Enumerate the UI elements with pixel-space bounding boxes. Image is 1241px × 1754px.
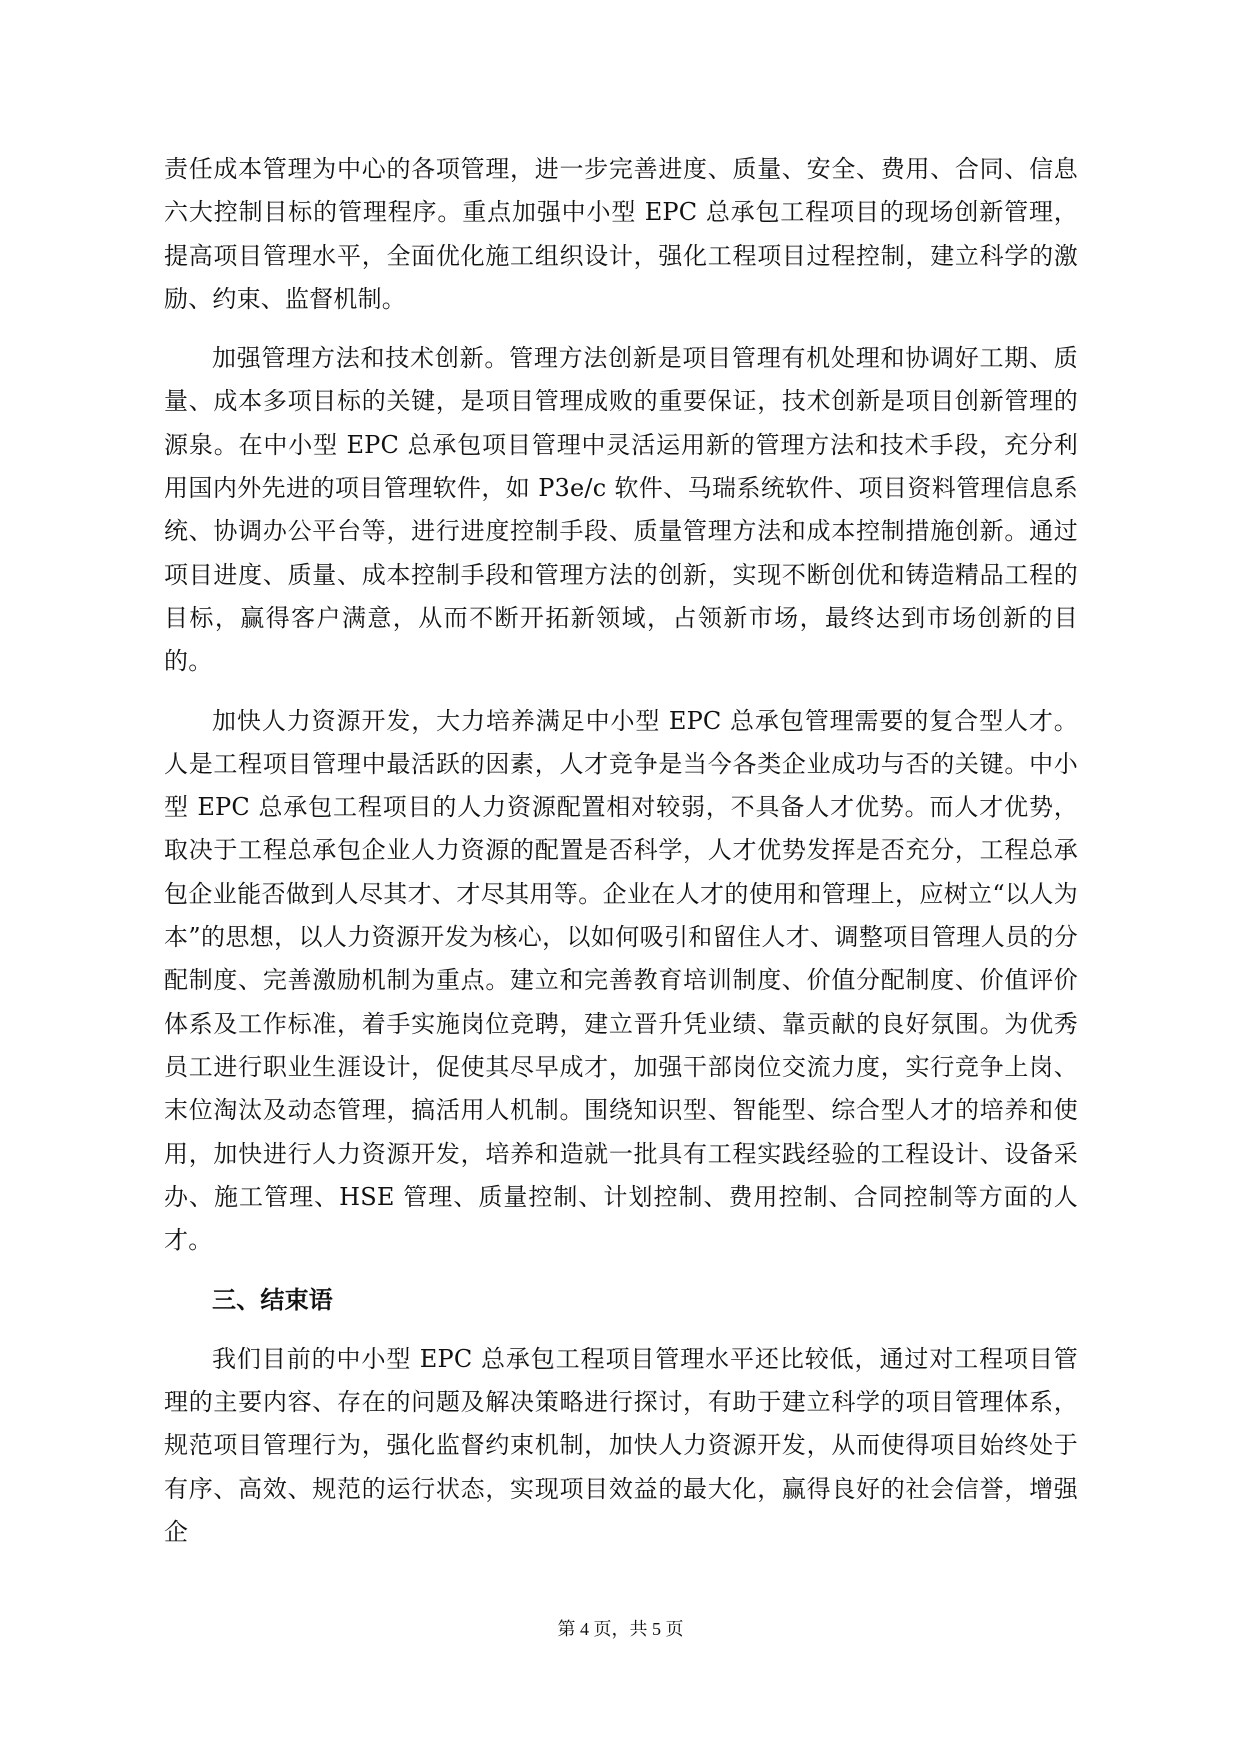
paragraph-human-resources: 加快人力资源开发，大力培养满足中小型 EPC 总承包管理需要的复合型人才。人是工程项目管理中最活跃的因素，人才竞争是当今各类企业成功与否的关键。中小型 EPC 总承包工程项目的人力资源配置相对较弱，不具备人才优势。而人才优势，取决于工程总承包企业人力资源的配置是否科学，人才优势发挥是否充分，工程总承包企业能否做到人尽其才、才尽其用等。企业在人才的使用和管理上，应树立“以人为本”的思想，以人力资源开发为核心，以如何吸引和留住人才、调整项目管理人员的分配制度、完善激励机制为重点。建立和完善教育培训制度、价值分配制度、价值评价体系及工作标准，着手实施岗位竞聘，建立晋升凭业绩、靠贡献的良好氛围。为优秀员工进行职业生涯设计，促使其尽早成才，加强干部岗位交流力度，实行竞争上岗、末位淘汰及动态管理，搞活用人机制。围绕知识型、智能型、综合型人才的培养和使用，加快进行人力资源开发，培养和造就一批具有工程实践经验的工程设计、设备采办、施工管理、HSE 管理、质量控制、计划控制、费用控制、合同控制等方面的人才。 xyxy=(164,706,1078,1255)
document-body xyxy=(164,148,1078,1554)
page-number-footer: 第 4 页，共 5 页 xyxy=(557,1619,684,1639)
section-heading-conclusion: 三、结束语 xyxy=(212,1285,333,1315)
paragraph-management-innovation: 加强管理方法和技术创新。管理方法创新是项目管理有机处理和协调好工期、质量、成本多项目标的关键，是项目管理成败的重要保证，技术创新是项目创新管理的源泉。在中小型 EPC 总承包项目管理中灵活运用新的管理方法和技术手段，充分利用国内外先进的项目管理软件，如 P3e/c 软件、马瑞系统软件、项目资料管理信息系统、协调办公平台等，进行进度控制手段、质量管理方法和成本控制措施创新。通过项目进度、质量、成本控制手段和管理方法的创新，实现不断创优和铸造精品工程的目标，赢得客户满意，从而不断开拓新领域，占领新市场，最终达到市场创新的目的。 xyxy=(164,344,1078,676)
paragraph-conclusion: 我们目前的中小型 EPC 总承包工程项目管理水平还比较低，通过对工程项目管理的主要内容、存在的问题及解决策略进行探讨，有助于建立科学的项目管理体系，规范项目管理行为，强化监督约束机制，加快人力资源开发，从而使得项目始终处于有序、高效、规范的运行状态，实现项目效益的最大化，赢得良好的社会信誉，增强企 xyxy=(164,1344,1078,1546)
paragraph-continuation: 责任成本管理为中心的各项管理，进一步完善进度、质量、安全、费用、合同、信息六大控制目标的管理程序。重点加强中小型 EPC 总承包工程项目的现场创新管理，提高项目管理水平，全面优化施工组织设计，强化工程项目过程控制，建立科学的激励、约束、监督机制。 xyxy=(164,155,1078,313)
